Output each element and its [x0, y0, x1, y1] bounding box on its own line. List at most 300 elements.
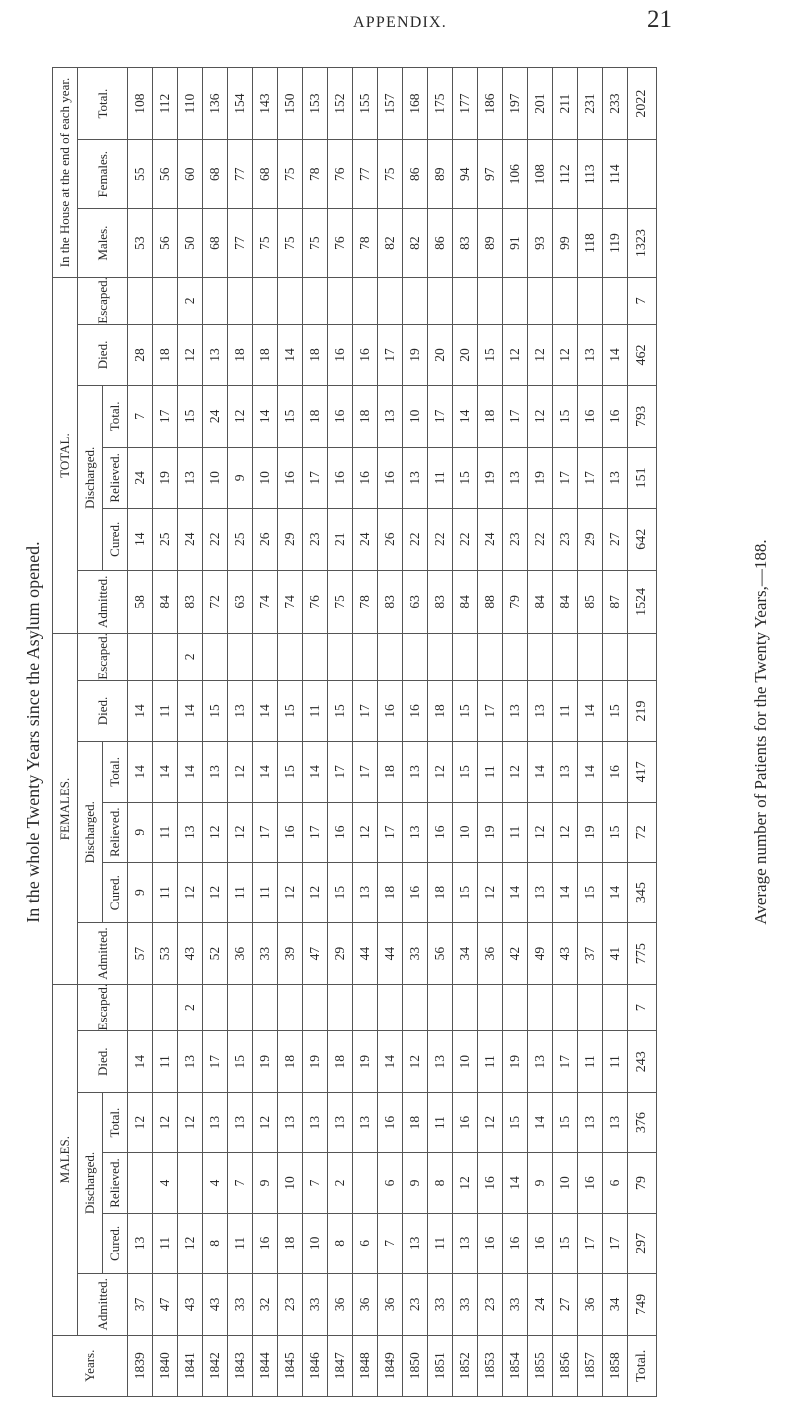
table-cell: 22: [403, 509, 428, 570]
males-relieved-header: Relieved.: [103, 1153, 128, 1213]
table-cell: 17: [353, 742, 378, 802]
table-cell: 10: [203, 447, 228, 508]
table-cell: 186: [478, 68, 503, 140]
table-footer: [628, 68, 657, 1397]
table-cell: 17: [553, 1031, 578, 1092]
table-cell: 26: [253, 509, 278, 570]
table-cell: 108: [528, 140, 553, 209]
table-cell: 18: [303, 386, 328, 447]
table-cell: 17: [378, 802, 403, 862]
table-cell: 15: [603, 802, 628, 862]
table-cell: [203, 984, 228, 1031]
statistics-table: [52, 67, 657, 1397]
table-cell: 14: [253, 680, 278, 741]
totals-cell: 2022: [628, 68, 657, 140]
table-cell: 33: [403, 923, 428, 984]
table-cell: 16: [403, 862, 428, 922]
table-cell: 16: [328, 386, 353, 447]
table-cell: 10: [453, 1031, 478, 1092]
table-cell: 23: [553, 509, 578, 570]
table-cell: 17: [153, 386, 178, 447]
males-total-header: Total.: [103, 1092, 128, 1152]
table-row: [603, 68, 628, 1397]
table-cell: 19: [478, 447, 503, 508]
table-cell: [378, 278, 403, 325]
table-cell: 11: [153, 1031, 178, 1092]
table-cell: 19: [353, 1031, 378, 1092]
table-cell: 12: [528, 386, 553, 447]
table-cell: 15: [453, 742, 478, 802]
table-cell: 75: [278, 140, 303, 209]
table-cell: 33: [428, 1274, 453, 1335]
table-cell: 86: [428, 209, 453, 278]
table-cell: 78: [353, 570, 378, 634]
table-cell: 13: [528, 862, 553, 922]
table-cell: 17: [503, 386, 528, 447]
table-cell: 22: [428, 509, 453, 570]
table-cell: 16: [478, 1153, 503, 1213]
table-cell: 14: [528, 742, 553, 802]
table-cell: 29: [578, 509, 603, 570]
table-cell: 9: [253, 1153, 278, 1213]
table-cell: 86: [403, 140, 428, 209]
table-cell: 157: [378, 68, 403, 140]
table-cell: 15: [278, 386, 303, 447]
total-total-header: Total.: [103, 386, 128, 447]
totals-cell: 79: [628, 1153, 657, 1213]
table-cell: 68: [203, 209, 228, 278]
table-cell: 197: [503, 68, 528, 140]
house-males-header: Males.: [78, 209, 128, 278]
table-cell: 75: [328, 570, 353, 634]
totals-cell: 243: [628, 1031, 657, 1092]
table-cell: [453, 634, 478, 681]
table-cell: 27: [603, 509, 628, 570]
table-cell: 7: [228, 1153, 253, 1213]
table-cell: 15: [328, 680, 353, 741]
table-cell: 83: [178, 570, 203, 634]
totals-cell: 376: [628, 1092, 657, 1152]
table-cell: 11: [428, 447, 453, 508]
table-cell: 17: [603, 1213, 628, 1273]
table-cell: 4: [153, 1153, 178, 1213]
table-cell: 91: [503, 209, 528, 278]
table-cell: 12: [128, 1092, 153, 1152]
table-cell: 44: [378, 923, 403, 984]
table-cell: 10: [278, 1153, 303, 1213]
table-cell: 19: [403, 324, 428, 385]
table-cell: [303, 984, 328, 1031]
year-cell: 1856: [553, 1335, 578, 1396]
table-cell: [303, 634, 328, 681]
table-cell: 15: [203, 680, 228, 741]
table-cell: [228, 634, 253, 681]
males-group-header: MALES.: [53, 984, 78, 1335]
table-cell: [603, 984, 628, 1031]
table-row: [353, 68, 378, 1397]
table-cell: 4: [203, 1153, 228, 1213]
table-cell: 24: [203, 386, 228, 447]
table-cell: 13: [528, 1031, 553, 1092]
table-cell: 76: [303, 570, 328, 634]
table-cell: 16: [378, 447, 403, 508]
table-cell: [178, 1153, 203, 1213]
table-cell: 14: [303, 742, 328, 802]
table-title: In the whole Twenty Years since the Asylum opened.: [23, 541, 43, 923]
table-cell: 16: [578, 1153, 603, 1213]
totals-cell: 417: [628, 742, 657, 802]
table-cell: 18: [228, 324, 253, 385]
males-admitted-header: Admitted.: [78, 1274, 128, 1335]
table-cell: [128, 1153, 153, 1213]
total-admitted-header: Admitted.: [78, 570, 128, 634]
table-cell: 15: [553, 1092, 578, 1152]
total-relieved-header: Relieved.: [103, 447, 128, 508]
table-cell: 47: [153, 1274, 178, 1335]
table-cell: 89: [478, 209, 503, 278]
table-cell: 15: [503, 1092, 528, 1152]
table-cell: 24: [478, 509, 503, 570]
house-females-header: Females.: [78, 140, 128, 209]
table-cell: 14: [153, 742, 178, 802]
table-cell: 9: [228, 447, 253, 508]
table-cell: 10: [453, 802, 478, 862]
table-cell: 36: [378, 1274, 403, 1335]
table-cell: 57: [128, 923, 153, 984]
table-cell: 12: [478, 862, 503, 922]
table-cell: 17: [428, 386, 453, 447]
table-cell: 26: [378, 509, 403, 570]
table-cell: 12: [353, 802, 378, 862]
table-cell: 37: [128, 1274, 153, 1335]
table-cell: 17: [578, 447, 603, 508]
table-cell: [428, 278, 453, 325]
table-cell: 12: [478, 1092, 503, 1152]
table-cell: 14: [128, 680, 153, 741]
table-cell: 36: [353, 1274, 378, 1335]
table-cell: 53: [128, 209, 153, 278]
table-cell: 17: [303, 802, 328, 862]
table-cell: 231: [578, 68, 603, 140]
totals-cell: 1323: [628, 209, 657, 278]
table-cell: [428, 984, 453, 1031]
totals-cell: 72: [628, 802, 657, 862]
table-cell: 12: [528, 802, 553, 862]
table-cell: [453, 278, 478, 325]
table-cell: [578, 984, 603, 1031]
table-cell: 11: [478, 1031, 503, 1092]
table-cell: 23: [403, 1274, 428, 1335]
table-cell: 16: [578, 386, 603, 447]
table-cell: 9: [128, 802, 153, 862]
table-header: [53, 68, 128, 1397]
table-cell: 11: [603, 1031, 628, 1092]
table-cell: 13: [503, 447, 528, 508]
table-cell: 150: [278, 68, 303, 140]
table-cell: 16: [428, 802, 453, 862]
table-cell: 233: [603, 68, 628, 140]
table-cell: 19: [503, 1031, 528, 1092]
table-cell: [478, 278, 503, 325]
table-cell: 17: [353, 680, 378, 741]
table-cell: 168: [403, 68, 428, 140]
table-cell: 85: [578, 570, 603, 634]
table-cell: 13: [578, 1092, 603, 1152]
table-body: [128, 68, 628, 1397]
table-cell: 29: [278, 509, 303, 570]
table-cell: 24: [353, 509, 378, 570]
table-cell: 112: [553, 140, 578, 209]
table-cell: 15: [278, 680, 303, 741]
table-cell: 106: [503, 140, 528, 209]
table-cell: 97: [478, 140, 503, 209]
table-cell: 19: [578, 802, 603, 862]
table-row: [253, 68, 278, 1397]
table-cell: 6: [603, 1153, 628, 1213]
table-cell: 75: [253, 209, 278, 278]
year-cell: 1851: [428, 1335, 453, 1396]
total-group-header: TOTAL.: [53, 278, 78, 634]
table-cell: 10: [253, 447, 278, 508]
table-cell: 83: [453, 209, 478, 278]
year-cell: 1852: [453, 1335, 478, 1396]
males-discharged-header: Discharged.: [78, 1092, 103, 1273]
table-cell: 16: [603, 742, 628, 802]
table-cell: 17: [578, 1213, 603, 1273]
table-cell: [553, 984, 578, 1031]
table-cell: 23: [278, 1274, 303, 1335]
table-cell: 14: [178, 680, 203, 741]
females-relieved-header: Relieved.: [103, 802, 128, 862]
females-group-header: FEMALES.: [53, 634, 78, 985]
table-cell: 16: [278, 802, 303, 862]
table-cell: 84: [528, 570, 553, 634]
females-died-header: Died.: [78, 680, 128, 741]
table-cell: 12: [528, 324, 553, 385]
table-cell: [453, 984, 478, 1031]
table-cell: 13: [228, 680, 253, 741]
table-cell: 13: [128, 1213, 153, 1273]
table-cell: 16: [378, 680, 403, 741]
table-cell: 7: [378, 1213, 403, 1273]
table-cell: 16: [353, 324, 378, 385]
table-cell: [603, 278, 628, 325]
table-cell: [203, 278, 228, 325]
year-cell: 1849: [378, 1335, 403, 1396]
table-cell: 89: [428, 140, 453, 209]
average-caption: Average number of Patients for the Twenty Years,—188.: [751, 539, 770, 925]
table-cell: 25: [153, 509, 178, 570]
table-cell: [478, 984, 503, 1031]
table-cell: 16: [328, 447, 353, 508]
table-cell: 12: [228, 742, 253, 802]
table-cell: 11: [303, 680, 328, 741]
table-cell: 13: [228, 1092, 253, 1152]
table-cell: 13: [353, 1092, 378, 1152]
table-cell: 33: [453, 1274, 478, 1335]
table-cell: 49: [528, 923, 553, 984]
table-cell: 19: [303, 1031, 328, 1092]
table-cell: 36: [578, 1274, 603, 1335]
table-cell: 15: [553, 1213, 578, 1273]
table-cell: 154: [228, 68, 253, 140]
table-cell: 15: [578, 862, 603, 922]
total-discharged-header: Discharged.: [78, 386, 103, 570]
totals-cell: 462: [628, 324, 657, 385]
table-cell: 15: [453, 680, 478, 741]
table-cell: [153, 634, 178, 681]
table-cell: 28: [128, 324, 153, 385]
table-cell: [578, 278, 603, 325]
table-cell: 18: [353, 386, 378, 447]
year-cell: 1853: [478, 1335, 503, 1396]
table-cell: 10: [303, 1213, 328, 1273]
table-cell: 13: [203, 324, 228, 385]
table-cell: [328, 634, 353, 681]
table-row: [428, 68, 453, 1397]
totals-cell: [628, 634, 657, 681]
table-cell: 56: [428, 923, 453, 984]
table-cell: 34: [603, 1274, 628, 1335]
table-cell: [503, 278, 528, 325]
year-cell: 1845: [278, 1335, 303, 1396]
table-cell: 39: [278, 923, 303, 984]
table-cell: [128, 984, 153, 1031]
table-cell: 12: [228, 802, 253, 862]
table-cell: 112: [153, 68, 178, 140]
table-cell: [328, 278, 353, 325]
table-cell: 18: [428, 680, 453, 741]
totals-cell: 749: [628, 1274, 657, 1335]
table-cell: 14: [178, 742, 203, 802]
rotated-table-block: [20, 67, 775, 1397]
table-cell: 15: [603, 680, 628, 741]
table-cell: 34: [453, 923, 478, 984]
table-cell: 155: [353, 68, 378, 140]
table-cell: 14: [253, 386, 278, 447]
table-cell: 13: [203, 742, 228, 802]
table-cell: 12: [178, 1092, 203, 1152]
females-discharged-header: Discharged.: [78, 742, 103, 923]
table-cell: [353, 634, 378, 681]
table-cell: 63: [403, 570, 428, 634]
table-cell: [553, 278, 578, 325]
table-row: [553, 68, 578, 1397]
table-cell: 14: [453, 386, 478, 447]
table-cell: [403, 278, 428, 325]
males-cured-header: Cured.: [103, 1213, 128, 1273]
table-cell: [153, 984, 178, 1031]
table-cell: 13: [178, 802, 203, 862]
table-cell: 79: [503, 570, 528, 634]
totals-label: Total.: [628, 1335, 657, 1396]
table-row: [478, 68, 503, 1397]
table-cell: 99: [553, 209, 578, 278]
table-cell: 72: [203, 570, 228, 634]
table-cell: 74: [253, 570, 278, 634]
males-died-header: Died.: [78, 1031, 128, 1092]
table-cell: 13: [403, 447, 428, 508]
table-cell: 15: [453, 862, 478, 922]
table-cell: 143: [253, 68, 278, 140]
table-cell: 18: [253, 324, 278, 385]
table-cell: [403, 984, 428, 1031]
table-cell: 94: [453, 140, 478, 209]
table-cell: 12: [403, 1031, 428, 1092]
totals-cell: 151: [628, 447, 657, 508]
table-cell: 13: [353, 862, 378, 922]
table-cell: 18: [428, 862, 453, 922]
table-cell: [528, 278, 553, 325]
table-row: [203, 68, 228, 1397]
table-cell: 14: [128, 1031, 153, 1092]
table-cell: 13: [378, 386, 403, 447]
table-cell: [353, 1153, 378, 1213]
table-cell: 211: [553, 68, 578, 140]
table-cell: 12: [153, 1092, 178, 1152]
table-cell: [253, 984, 278, 1031]
table-cell: 12: [453, 1153, 478, 1213]
table-cell: 136: [203, 68, 228, 140]
table-cell: 16: [253, 1213, 278, 1273]
table-cell: 119: [603, 209, 628, 278]
table-row: [228, 68, 253, 1397]
table-cell: 14: [603, 862, 628, 922]
table-cell: 12: [228, 386, 253, 447]
table-cell: 18: [378, 862, 403, 922]
totals-cell: 642: [628, 509, 657, 570]
table-cell: [378, 634, 403, 681]
table-cell: 32: [253, 1274, 278, 1335]
house-total-header: Total.: [78, 68, 128, 140]
table-cell: 41: [603, 923, 628, 984]
year-cell: 1843: [228, 1335, 253, 1396]
table-cell: 152: [328, 68, 353, 140]
table-cell: 24: [128, 447, 153, 508]
table-cell: 19: [153, 447, 178, 508]
table-cell: 56: [153, 209, 178, 278]
table-cell: 33: [228, 1274, 253, 1335]
table-cell: 18: [328, 1031, 353, 1092]
table-row: [378, 68, 403, 1397]
table-cell: [328, 984, 353, 1031]
table-cell: 83: [428, 570, 453, 634]
table-cell: 153: [303, 68, 328, 140]
table-cell: 12: [178, 1213, 203, 1273]
table-cell: 42: [503, 923, 528, 984]
table-cell: 15: [553, 386, 578, 447]
table-cell: 21: [328, 509, 353, 570]
table-cell: 19: [528, 447, 553, 508]
table-cell: 24: [178, 509, 203, 570]
table-cell: 16: [328, 802, 353, 862]
table-cell: 2: [178, 984, 203, 1031]
table-cell: 15: [328, 862, 353, 922]
table-cell: 33: [303, 1274, 328, 1335]
table-cell: 19: [478, 802, 503, 862]
table-cell: 13: [453, 1213, 478, 1273]
year-cell: 1854: [503, 1335, 528, 1396]
table-cell: 77: [353, 140, 378, 209]
table-cell: 22: [453, 509, 478, 570]
table-cell: 27: [553, 1274, 578, 1335]
table-cell: [253, 278, 278, 325]
table-cell: 83: [378, 570, 403, 634]
table-cell: 10: [403, 386, 428, 447]
table-cell: 10: [553, 1153, 578, 1213]
table-cell: 114: [603, 140, 628, 209]
table-cell: 6: [353, 1213, 378, 1273]
